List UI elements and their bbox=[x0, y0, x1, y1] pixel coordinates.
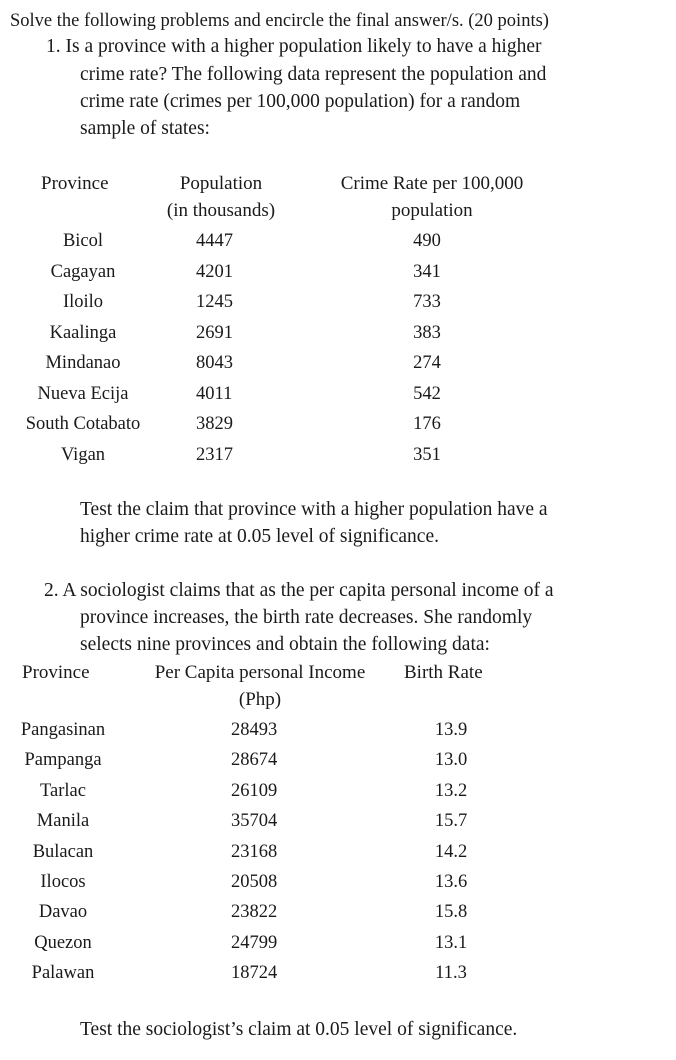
p1-cell-province: Vigan bbox=[60, 445, 106, 465]
p2-header-income: Per Capita personal Income bbox=[154, 662, 366, 683]
p1-cell-province: Nueva Ecija bbox=[37, 384, 129, 404]
p1-cell-crime-rate: 490 bbox=[413, 231, 441, 251]
p2-header-income-unit: (Php) bbox=[238, 689, 282, 710]
p1-header-population: Population bbox=[179, 173, 263, 194]
p1-cell-crime-rate: 176 bbox=[413, 414, 441, 434]
p2-cell-income: 28674 bbox=[231, 750, 278, 770]
p1-cell-province: Bicol bbox=[62, 231, 104, 251]
problem2-line-3: selects nine provinces and obtain the following data: bbox=[80, 634, 490, 655]
p2-cell-income: 35704 bbox=[231, 811, 278, 831]
p2-cell-province: Ilocos bbox=[40, 872, 86, 892]
p1-cell-crime-rate: 733 bbox=[413, 292, 441, 312]
p2-cell-birth-rate: 15.7 bbox=[434, 811, 468, 831]
p1-cell-province: Kaalinga bbox=[49, 323, 117, 343]
p2-header-province: Province bbox=[22, 662, 90, 683]
p1-cell-crime-rate: 383 bbox=[413, 323, 441, 343]
p2-cell-birth-rate: 13.9 bbox=[434, 720, 468, 740]
p2-cell-birth-rate: 13.0 bbox=[434, 750, 468, 770]
p2-cell-province: Pampanga bbox=[24, 750, 102, 770]
p2-cell-province: Palawan bbox=[31, 963, 95, 983]
p1-cell-province: Iloilo bbox=[62, 292, 104, 312]
problem2-line-2: province increases, the birth rate decreases. She randomly bbox=[80, 607, 533, 628]
p1-cell-province: Mindanao bbox=[45, 353, 121, 373]
p1-cell-population: 1245 bbox=[196, 292, 233, 312]
p2-cell-province: Manila bbox=[36, 811, 90, 831]
problem1-task-line-1: Test the claim that province with a higher population have a bbox=[80, 499, 548, 520]
p2-cell-birth-rate: 13.2 bbox=[434, 781, 468, 801]
problem1-task-line-2: higher crime rate at 0.05 level of significance. bbox=[80, 526, 439, 547]
p2-cell-birth-rate: 13.6 bbox=[434, 872, 468, 892]
p2-cell-income: 24799 bbox=[231, 933, 278, 953]
p2-cell-province: Tarlac bbox=[40, 781, 86, 801]
p2-cell-income: 26109 bbox=[231, 781, 278, 801]
p1-cell-province: Cagayan bbox=[50, 262, 116, 282]
p2-cell-income: 20508 bbox=[231, 872, 278, 892]
problem2-task: Test the sociologist’s claim at 0.05 level of significance. bbox=[80, 1019, 518, 1040]
problem2-line-1: 2. A sociologist claims that as the per capita personal income of a bbox=[44, 580, 554, 601]
p2-cell-birth-rate: 14.2 bbox=[434, 842, 468, 862]
p1-cell-crime-rate: 351 bbox=[413, 445, 441, 465]
p2-header-birth-rate: Birth Rate bbox=[404, 662, 483, 683]
p1-cell-crime-rate: 341 bbox=[413, 262, 441, 282]
p1-cell-population: 2691 bbox=[196, 323, 233, 343]
p1-cell-population: 4201 bbox=[196, 262, 233, 282]
problem1-line-4: sample of states: bbox=[80, 118, 210, 139]
p1-cell-population: 2317 bbox=[196, 445, 233, 465]
p1-cell-population: 4447 bbox=[196, 231, 233, 251]
p1-cell-population: 3829 bbox=[196, 414, 233, 434]
p2-cell-province: Bulacan bbox=[32, 842, 94, 862]
p2-cell-province: Pangasinan bbox=[20, 720, 106, 740]
p2-cell-income: 28493 bbox=[231, 720, 278, 740]
p2-cell-province: Quezon bbox=[34, 933, 92, 953]
p2-cell-province: Davao bbox=[38, 902, 88, 922]
p1-cell-population: 8043 bbox=[196, 353, 233, 373]
p1-header-crime-rate: Crime Rate per 100,000 bbox=[340, 173, 524, 194]
p2-cell-birth-rate: 13.1 bbox=[434, 933, 468, 953]
p2-cell-birth-rate: 15.8 bbox=[434, 902, 468, 922]
p1-header-crime-rate-unit: population bbox=[391, 200, 473, 221]
p1-cell-population: 4011 bbox=[196, 384, 233, 404]
problem1-line-3: crime rate (crimes per 100,000 population) for a random bbox=[80, 91, 521, 112]
p2-cell-income: 23822 bbox=[231, 902, 278, 922]
p1-cell-crime-rate: 542 bbox=[413, 384, 441, 404]
p1-header-province: Province bbox=[41, 173, 109, 194]
problem1-line-2: crime rate? The following data represent the population and bbox=[80, 64, 547, 85]
instructions-header: Solve the following problems and encircle the final answer/s. (20 points) bbox=[10, 11, 549, 31]
problem1-line-1: 1. Is a province with a higher population likely to have a higher bbox=[46, 36, 542, 57]
p1-cell-province: South Cotabato bbox=[25, 414, 141, 434]
p2-cell-income: 23168 bbox=[231, 842, 278, 862]
p2-cell-income: 18724 bbox=[231, 963, 278, 983]
p1-cell-crime-rate: 274 bbox=[413, 353, 441, 373]
p1-header-population-unit: (in thousands) bbox=[166, 200, 276, 221]
p2-cell-birth-rate: 11.3 bbox=[435, 963, 467, 983]
